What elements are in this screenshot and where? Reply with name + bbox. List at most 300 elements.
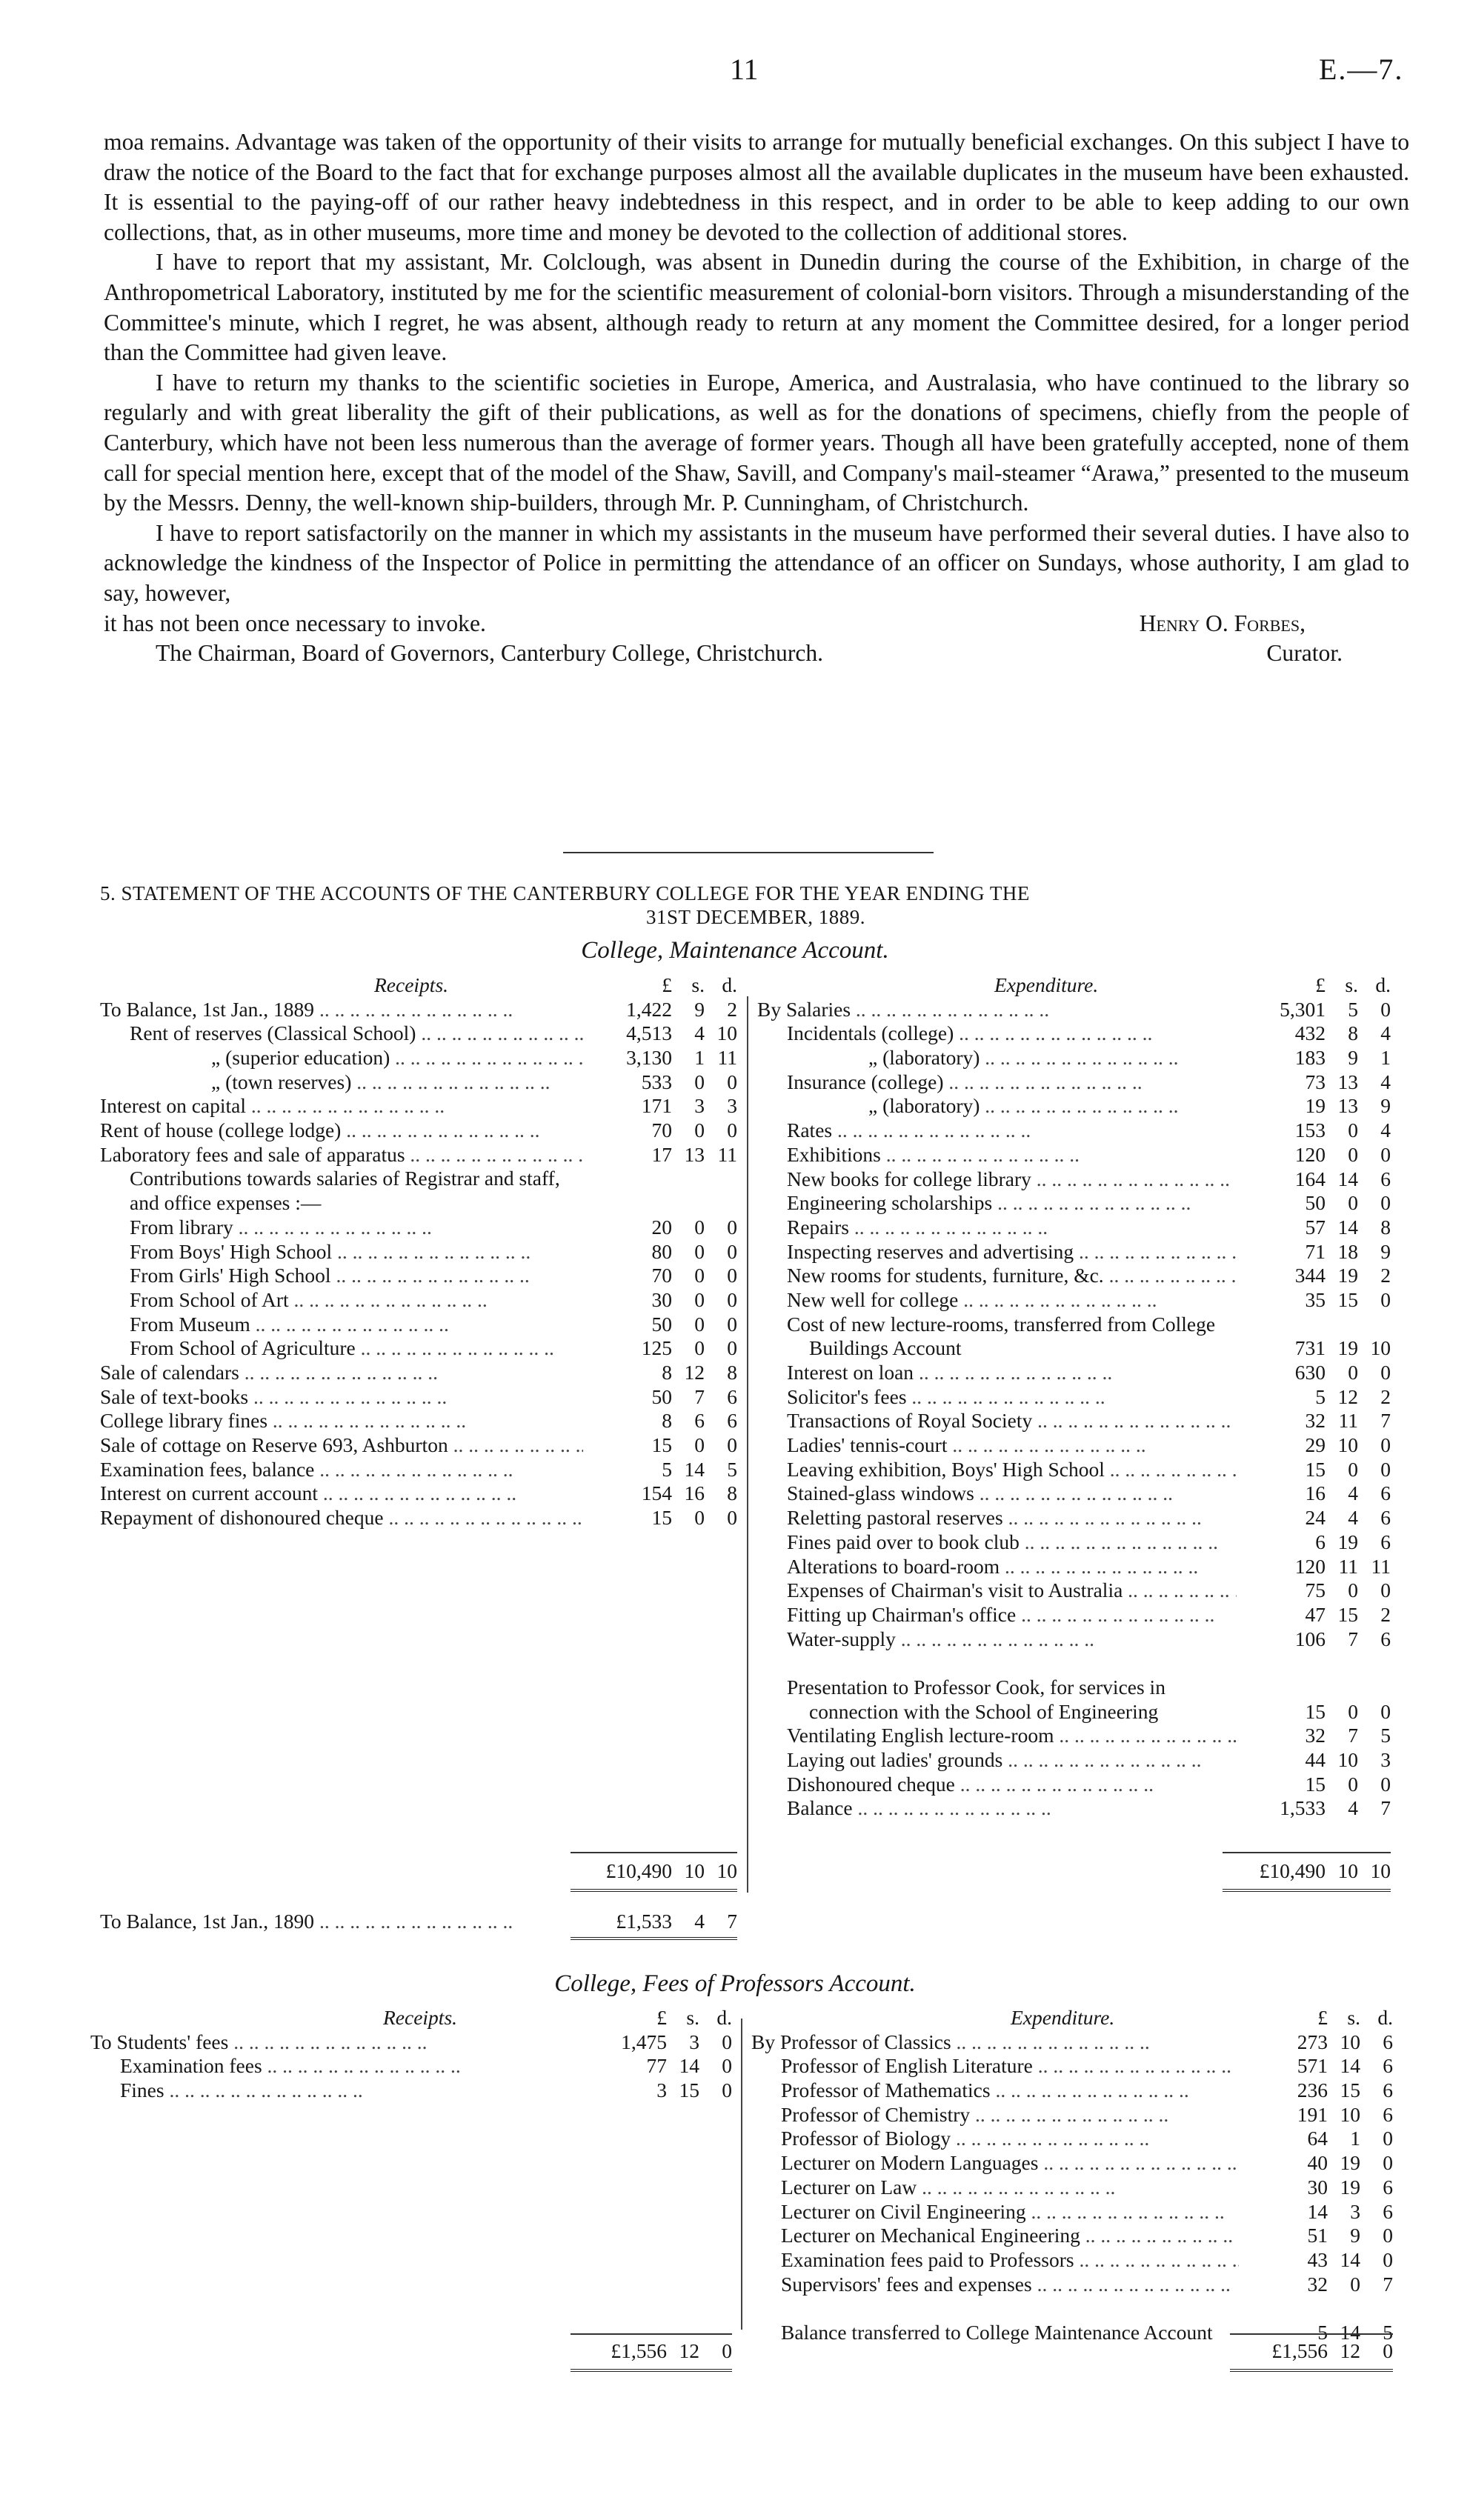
ledger-shillings: 0 [694,1336,705,1360]
ledger-row [757,1409,1391,1433]
ledger-row [751,2030,1393,2055]
ledger-pounds: 47 [1305,1602,1326,1626]
ledger-pence: 6 [1380,1530,1391,1553]
ledger-pounds: 50 [651,1384,672,1408]
balance-forward-shillings: 4 [694,1910,705,1933]
fees-expenditure-header [751,2006,1393,2030]
ledger-pounds: 183 [1294,1046,1326,1070]
ledger-pence: 0 [722,2054,732,2078]
ledger-pounds: 8 [662,1361,672,1384]
page-number: 11 [730,53,759,86]
ledger-pounds: 15 [1305,1699,1326,1723]
ledger-desc: Stained-glass windows .. .. [757,1481,1237,1506]
ledger-pence: 7 [1383,2272,1393,2296]
ledger-row [757,1046,1391,1070]
paragraph-1: moa remains. Advantage was taken of the opportunity of their visits to arrange for mutually beneficial exchanges. On this subject I have to draw the notice of the Board to the fact that for exchange purposes almost all the available duplicates in the museum have been exhausted. It is essential to the paying-off of our rather heavy indebtedness in this respect, and in order to be able to keep adding to our own collections, that, as in other museums, more time and money be devoted to the collection of additional stores. [104,129,1409,245]
maintenance-expenditure [757,973,1391,1821]
ledger-shillings: 14 [1340,2054,1360,2078]
ledger-desc: Leaving exhibition, Boys' High School .. .. [757,1458,1237,1482]
ledger-desc: Sale of cottage on Reserve 693, Ashburton .. .. [100,1433,583,1458]
ledger-row [757,1385,1391,1410]
ledger-desc: Inspecting reserves and advertising .. .. [757,1240,1237,1264]
pence-heading: d. [1377,2006,1393,2029]
ledger-row [757,1288,1391,1313]
ledger-row [100,1264,737,1288]
ledger-pounds: 630 [1294,1361,1326,1384]
ledger-shillings: 4 [1348,1481,1358,1505]
ledger-desc: Ladies' tennis-court .. .. [757,1433,1237,1458]
ledger-pounds: 6 [1315,1530,1326,1553]
ledger-pence: 5 [727,1457,737,1481]
ledger-desc: Water-supply .. .. [757,1627,1237,1652]
ledger-shillings: 10 [1340,2030,1360,2053]
ledger-pence: 0 [727,1239,737,1263]
ledger-pounds: 432 [1294,1021,1326,1045]
ledger-desc: Reletting pastoral reserves .. .. [757,1506,1237,1530]
ledger-desc: To Students' fees .. .. [90,2030,578,2055]
ledger-desc: Presentation to Professor Cook, for services in connection with the School of Engineering [787,1675,1165,1723]
ledger-row [90,2030,732,2055]
ledger-row [757,1773,1391,1797]
ledger-pence: 0 [727,1506,737,1530]
ledger-pounds: 80 [651,1239,672,1263]
expenditure-total-shillings: 10 [1337,1859,1358,1882]
ledger-pounds: 14 [1307,2199,1328,2223]
ledger-row [757,1555,1391,1579]
ledger-row [100,1070,737,1095]
ledger-pounds: 1,422 [626,997,672,1021]
ledger-shillings: 16 [684,1481,705,1505]
fees-receipts-total-pence: 0 [722,2339,732,2362]
receipts-total-rule [571,1852,737,1853]
fees-expenditure-total [1230,2339,1393,2364]
ledger-shillings: 10 [1337,1748,1358,1772]
ledger-pence: 6 [1383,2175,1393,2199]
fees-expenditure-total-double-rule [1230,2369,1393,2372]
ledger-desc: From library .. .. [100,1216,583,1240]
ledger-desc: „ (town reserves) .. .. [100,1070,583,1095]
fees-receipts-total [571,2339,732,2364]
ledger-shillings: 14 [679,2054,699,2078]
ledger-shillings: 0 [694,1287,705,1311]
balance-forward [100,1910,737,1934]
ledger-pence: 2 [1380,1264,1391,1287]
ledger-desc: Engineering scholarships .. .. [757,1191,1237,1216]
ledger-desc: Supervisors' fees and expenses .. .. [751,2273,1239,2297]
ledger-pence: 0 [1380,1579,1391,1602]
ledger-row [100,1046,737,1070]
balance-forward-double-rule [571,1937,737,1940]
ledger-desc: Repayment of dishonoured cheque .. .. [100,1506,583,1530]
ledger-row [757,1627,1391,1652]
ledger-pounds: 5 [1315,1384,1326,1408]
ledger-pence: 4 [1380,1070,1391,1093]
pounds-heading: £ [1317,2006,1328,2029]
ledger-row [100,1409,737,1433]
ledger-row [751,2200,1393,2224]
ledger-shillings: 0 [694,1215,705,1239]
receipts-total-shillings: 10 [684,1859,705,1882]
expenditure-total-double-rule [1223,1889,1391,1892]
ledger-shillings: 18 [1337,1239,1358,1263]
ledger-row [100,1361,737,1385]
fees-expenditure-total-pence: 0 [1383,2339,1393,2362]
ledger-shillings: 0 [694,1070,705,1093]
ledger-pence: 2 [1380,1602,1391,1626]
ledger-row [100,1433,737,1458]
ledger-pence: 0 [722,2030,732,2053]
shillings-heading: s. [686,2006,699,2029]
ledger-shillings: 4 [1348,1506,1358,1530]
paragraph-4: I have to report satisfactorily on the manner in which my assistants in the museum have performed their several duties. I have also to acknowledge the kindness of the Inspector of Police in permitting the attendance of an officer on Sundays, whose authority, I am glad to say, however, [104,519,1409,606]
ledger-pounds: 120 [1294,1142,1326,1166]
ledger-pounds: 64 [1307,2127,1328,2150]
shillings-heading: s. [691,973,705,996]
ledger-pounds: 3 [656,2079,667,2102]
ledger-desc: By Professor of Classics .. .. [751,2030,1239,2055]
ledger-pence: 0 [727,1264,737,1287]
ledger-pence: 0 [1383,2127,1393,2150]
ledger-pence: 9 [1380,1239,1391,1263]
ledger-pence: 10 [716,1021,737,1045]
ledger-row [757,1579,1391,1603]
ledger-shillings: 4 [1348,1796,1358,1820]
ledger-pence: 0 [1380,1191,1391,1215]
ledger-pounds: 51 [1307,2224,1328,2247]
ledger-pence: 0 [1380,1772,1391,1796]
ledger-shillings: 7 [1348,1724,1358,1747]
ledger-desc: Insurance (college) .. .. [757,1070,1237,1095]
ledger-desc: Rent of house (college lodge) .. .. [100,1119,583,1143]
ledger-desc: Professor of Chemistry .. .. [751,2103,1239,2127]
ledger-desc: By Salaries .. .. [757,998,1237,1022]
ledger-desc: Interest on capital .. .. [100,1094,583,1119]
paragraph-2: I have to report that my assistant, Mr. Colclough, was absent in Dunedin during the course of the Exhibition, in charge of the Anthropometrical Laboratory, instituted by me for the scientific measurement of colonial-born visitors. Through a misunderstanding of the Committee's minute, which I regret, he was absent, although ready to return at any moment the Committee desired, for a longer period than the Committee had given leave. [104,249,1409,366]
ledger-pence: 3 [727,1094,737,1118]
ledger-row [757,1167,1391,1192]
ledger-pence: 0 [722,2079,732,2102]
ledger-desc: Ventilating English lecture-room .. .. [757,1724,1237,1748]
ledger-pounds: 50 [651,1312,672,1336]
ledger-row [757,1313,1391,1361]
ledger-shillings: 7 [694,1384,705,1408]
ledger-pounds: 154 [641,1481,672,1505]
fees-receipts-total-shillings: 12 [679,2339,699,2362]
ledger-row [100,1119,737,1143]
ledger-pence: 2 [1380,1384,1391,1408]
ledger-shillings: 0 [1348,1119,1358,1142]
receipts-total-pounds: £10,490 [605,1859,672,1882]
ledger-row [757,1433,1391,1458]
ledger-pounds: 344 [1294,1264,1326,1287]
curator-report-text [104,127,1409,669]
ledger-desc: Fines .. .. [90,2079,578,2103]
shillings-heading: s. [1345,973,1358,996]
ledger-desc: Transactions of Royal Society .. .. [757,1409,1237,1433]
ledger-desc: Examination fees, balance .. .. [100,1458,583,1482]
receipts-total-double-rule [571,1889,737,1892]
ledger-desc: Lecturer on Law .. .. [751,2176,1239,2200]
ledger-desc: Professor of Biology .. .. [751,2127,1239,2151]
section-title-line-2: 31ST DECEMBER, 1889. [645,906,866,928]
receipts-heading: Receipts. [374,973,449,996]
ledger-row [751,2079,1393,2103]
ledger-desc: Dishonoured cheque .. .. [757,1773,1237,1797]
ledger-pence: 6 [1383,2079,1393,2102]
fees-expenditure-total-pounds: £1,556 [1271,2339,1328,2362]
ledger-row [757,1143,1391,1167]
ledger-pounds: 29 [1305,1433,1326,1457]
ledger-row [757,1119,1391,1143]
ledger-row [757,1264,1391,1288]
fees-receipts-total-rule [571,2333,732,2335]
balance-forward-pence: 7 [727,1910,737,1933]
ledger-shillings: 10 [1337,1433,1358,1457]
ledger-desc: To Balance, 1st Jan., 1889 .. .. [100,998,583,1022]
ledger-shillings: 13 [1337,1094,1358,1118]
ledger-shillings: 11 [1338,1409,1358,1433]
maintenance-account-title: College, Maintenance Account. [581,937,889,964]
ledger-shillings: 13 [1337,1070,1358,1093]
ledger-pounds: 16 [1305,1481,1326,1505]
fees-account-title: College, Fees of Professors Account. [554,1970,916,1997]
ledger-pence: 0 [1380,1433,1391,1457]
pounds-heading: £ [1315,973,1326,996]
ledger-pounds: 3,130 [626,1046,672,1070]
ledger-row [100,1094,737,1119]
paragraph-3: I have to return my thanks to the scientific societies in Europe, America, and Australasia, who have continued to the library so regularly and with great liberality the gift of their publications, as well as for the donations of specimens, chiefly from the people of Canterbury, which have not been less numerous than the average of former years. Though all have been gratefully accepted, none of them call for special mention here, except that of the model of the Shaw, Savill, and Company's mail-steamer “Arawa,” presented to the museum by the Messrs. Denny, the well-known ship-builders, through Mr. P. Cunningham, of Christchurch. [104,369,1409,516]
fees-expenditure-total-shillings: 12 [1340,2339,1360,2362]
ledger-desc: Laying out ladies' grounds .. .. [757,1748,1237,1773]
ledger-shillings: 3 [689,2030,699,2053]
ledger-pounds: 15 [651,1506,672,1530]
ledger-pounds: 17 [651,1142,672,1166]
ledger-row [751,2296,1393,2344]
maintenance-expenditure-header [757,973,1391,998]
ledger-pounds: 35 [1305,1287,1326,1311]
ledger-pence: 0 [1380,1142,1391,1166]
ledger-pence: 0 [727,1215,737,1239]
ledger-row [757,1603,1391,1627]
ledger-pence: 0 [1383,2151,1393,2175]
ledger-row [757,1796,1391,1821]
ledger-shillings: 0 [1348,1191,1358,1215]
ledger-shillings: 0 [1348,1457,1358,1481]
section-title [100,881,1411,929]
ledger-pounds: 171 [641,1094,672,1118]
ledger-desc: College library fines .. .. [100,1409,583,1433]
ledger-pence: 0 [1383,2247,1393,2271]
section-divider [563,852,934,853]
ledger-desc: Exhibitions .. .. [757,1143,1237,1167]
ledger-row [757,1724,1391,1748]
ledger-desc: Fines paid over to book club .. .. [757,1530,1237,1555]
ledger-shillings: 19 [1337,1336,1358,1360]
ledger-row [751,2103,1393,2127]
ledger-row [757,1021,1391,1046]
ledger-shillings: 5 [1348,997,1358,1021]
ledger-shillings: 14 [1337,1215,1358,1239]
ledger-row [757,1506,1391,1530]
ledger-shillings: 9 [1350,2224,1360,2247]
ledger-row [757,1070,1391,1095]
ledger-shillings: 14 [684,1457,705,1481]
ledger-pounds: 32 [1305,1409,1326,1433]
ledger-pence: 0 [727,1070,737,1093]
ledger-pence: 4 [1380,1119,1391,1142]
ledger-desc: From Museum .. .. [100,1313,583,1337]
ledger-pence: 11 [1371,1554,1391,1578]
ledger-desc: Rates .. .. [757,1119,1237,1143]
ledger-pence: 0 [1380,1361,1391,1384]
fees-receipts-heading: Receipts. [383,2006,458,2029]
ledger-shillings: 15 [1337,1287,1358,1311]
ledger-shillings: 15 [1340,2079,1360,2102]
ledger-pence: 0 [1380,997,1391,1021]
ledger-row [100,1143,737,1167]
ledger-pounds: 57 [1305,1215,1326,1239]
ledger-shillings: 11 [1338,1554,1358,1578]
ledger-pence: 5 [1380,1724,1391,1747]
ledger-row [90,2054,732,2079]
ledger-pounds: 125 [641,1336,672,1360]
ledger-pounds: 24 [1305,1506,1326,1530]
ledger-pence: 0 [1380,1287,1391,1311]
ledger-shillings: 19 [1337,1264,1358,1287]
ledger-shillings: 19 [1340,2151,1360,2175]
ledger-pence: 6 [727,1409,737,1433]
ledger-shillings: 9 [694,997,705,1021]
ledger-desc: Professor of Mathematics .. .. [751,2079,1239,2103]
ledger-row [100,1481,737,1506]
ledger-desc: „ (superior education) .. .. [100,1046,583,1070]
ledger-pence: 0 [727,1433,737,1457]
ledger-row [100,1216,737,1240]
ledger-pence: 3 [1380,1748,1391,1772]
ledger-desc: Sale of calendars .. .. [100,1361,583,1385]
ledger-shillings: 8 [1348,1021,1358,1045]
ledger-desc: „ (laboratory) .. .. [757,1046,1237,1070]
ledger-pounds: 5 [1317,2320,1328,2344]
ledger-row [100,1240,737,1264]
ledger-desc: From Boys' High School .. .. [100,1240,583,1264]
ledger-shillings: 13 [684,1142,705,1166]
ledger-pounds: 191 [1297,2102,1328,2126]
ledger-pounds: 236 [1297,2079,1328,2102]
ledger-shillings: 0 [694,1264,705,1287]
ledger-desc: Interest on current account .. .. [100,1481,583,1506]
ledger-pounds: 15 [1305,1457,1326,1481]
ledger-desc: Lecturer on Civil Engineering .. .. [751,2200,1239,2224]
expenditure-heading: Expenditure. [994,973,1099,996]
ledger-row [751,2273,1393,2297]
fees-expenditure-total-rule [1230,2333,1393,2335]
ledger-shillings: 19 [1337,1530,1358,1553]
ledger-pence: 10 [1370,1336,1391,1360]
ledger-row [757,1094,1391,1119]
ledger-shillings: 10 [1340,2102,1360,2126]
pence-heading: d. [1375,973,1391,996]
ledger-row [100,998,737,1022]
ledger-pence: 6 [1383,2199,1393,2223]
page-header [0,52,1470,96]
pence-heading: d. [716,2006,732,2029]
ledger-desc: Expenses of Chairman's visit to Australia .. .. [757,1579,1237,1603]
ledger-row [757,1361,1391,1385]
ledger-shillings: 3 [1350,2199,1360,2223]
ledger-row [100,1167,737,1216]
addressee-line [104,639,1409,669]
ledger-row [757,1458,1391,1482]
ledger-shillings: 9 [1348,1046,1358,1070]
ledger-desc: From Girls' High School .. .. [100,1264,583,1288]
ledger-row [751,2176,1393,2200]
ledger-pence: 0 [727,1119,737,1142]
ledger-pence: 0 [1383,2224,1393,2247]
ledger-row [100,1506,737,1530]
ledger-row [90,2079,732,2103]
ledger-desc: Rent of reserves (Classical School) .. .. [100,1021,583,1046]
ledger-pounds: 30 [651,1287,672,1311]
ledger-pence: 6 [1380,1481,1391,1505]
ledger-pence: 8 [1380,1215,1391,1239]
ledger-row [757,998,1391,1022]
ledger-pounds: 1,475 [621,2030,667,2053]
ledger-desc: Repairs .. .. [757,1216,1237,1240]
ledger-pence: 0 [727,1312,737,1336]
ledger-pence: 0 [727,1336,737,1360]
signature-line [104,609,1409,639]
ledger-desc: Contributions towards salaries of Registrar and staff, and office expenses :— [130,1167,560,1215]
ledger-shillings: 0 [694,1312,705,1336]
ledger-shillings: 14 [1340,2320,1360,2344]
ledger-shillings: 19 [1340,2175,1360,2199]
fees-receipts-total-double-rule [571,2369,732,2372]
ledger-desc: Professor of English Literature .. .. [751,2054,1239,2079]
ledger-pounds: 533 [641,1070,672,1093]
ledger-desc: „ (laboratory) .. .. [757,1094,1237,1119]
ledger-pounds: 50 [1305,1191,1326,1215]
ledger-pounds: 571 [1297,2054,1328,2078]
ledger-shillings: 4 [694,1021,705,1045]
signature: Henry O. Forbes, [1139,610,1306,636]
ledger-pence: 6 [1380,1167,1391,1190]
ledger-desc: Incidentals (college) .. .. [757,1021,1237,1046]
balance-forward-desc: To Balance, 1st Jan., 1890 .. .. [100,1910,583,1934]
ledger-row [100,1385,737,1410]
ledger-desc: Interest on loan .. .. [757,1361,1237,1385]
ledger-row [751,2054,1393,2079]
ledger-row [757,1530,1391,1555]
addressee: The Chairman, Board of Governors, Canterbury College, Christchurch. [156,640,824,667]
ledger-pence: 5 [1383,2320,1393,2344]
ledger-desc: Solicitor's fees .. .. [757,1385,1237,1410]
ledger-pence: 0 [727,1287,737,1311]
ledger-shillings: 1 [1350,2127,1360,2150]
ledger-row [100,1458,737,1482]
ledger-row [751,2248,1393,2273]
ledger-desc: From School of Art .. .. [100,1288,583,1313]
ledger-pounds: 8 [662,1409,672,1433]
ledger-shillings: 6 [694,1409,705,1433]
pounds-heading: £ [656,2006,667,2029]
ledger-pounds: 731 [1294,1336,1326,1360]
fees-receipts-header [90,2006,732,2030]
expenditure-total-rule [1223,1852,1391,1853]
maintenance-receipts [100,973,737,1530]
ledger-shillings: 3 [694,1094,705,1118]
ledger-pence: 2 [727,997,737,1021]
